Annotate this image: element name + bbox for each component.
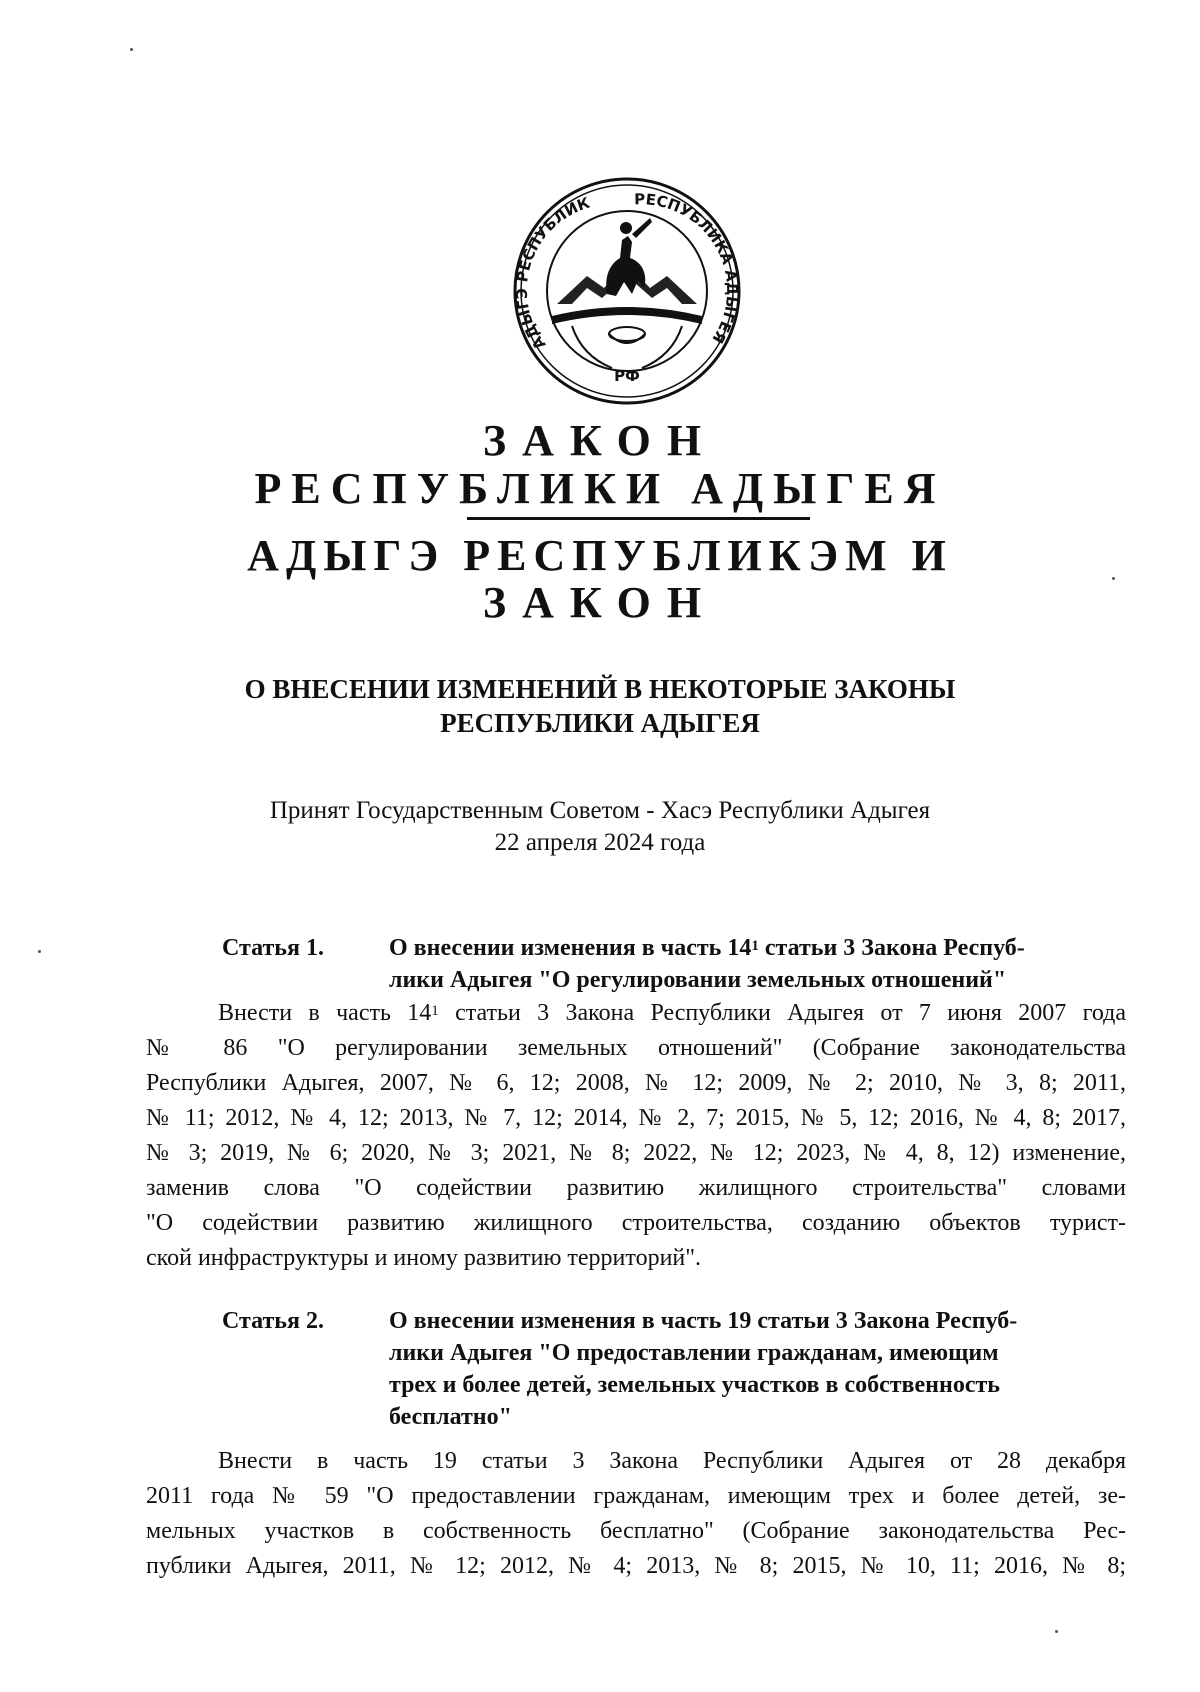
scan-speck [130, 48, 133, 51]
article1-body-line: ской инфраструктуры и иному развитию территорий". [146, 1245, 702, 1271]
article2-body-line: Внести в часть 19 статьи 3 Закона Республики Адыгея от 28 декабря [218, 1448, 1126, 1474]
article1-body-line: Внести в часть $14^1$ статьи 3 Закона Республики Адыгея от 7 июня 2007 года [218, 1000, 1127, 1026]
title-zakon-adyghe: ЗАКОН [482, 578, 718, 627]
adoption-date: 22 апреля 2024 года [494, 829, 706, 856]
article2-body-line: 2011 года № 59 "О предоставлении гражданам, имеющим трех и более детей, зе- [146, 1483, 1126, 1509]
article1-body-line: № 3; 2019, № 6; 2020, № 3; 2021, № 8; 2022, № 12; 2023, № 4, 8, 12) изменение, [146, 1140, 1126, 1166]
scan-speck [38, 950, 41, 953]
title-republic-adygea: РЕСПУБЛИКИ АДЫГЕЯ [254, 464, 946, 513]
law-subject [160, 672, 1040, 740]
article2-label: Статья 2. [222, 1308, 324, 1334]
scan-speck [1055, 1630, 1058, 1633]
article1-body-line: № 86 "О регулировании земельных отношений" (Собрание законодательства [146, 1035, 1126, 1061]
adoption-body: Принят Государственным Советом - Хасэ Республики Адыгея [269, 797, 931, 824]
article2-body-line: публики Адыгея, 2011, № 12; 2012, № 4; 2013, № 8; 2015, № 10, 11; 2016, № 8; [146, 1553, 1126, 1579]
article1-label: Статья 1. [222, 935, 324, 961]
article1-body-line: № 11; 2012, № 4, 12; 2013, № 7, 12; 2014, № 2, 7; 2015, № 5, 12; 2016, № 4, 8; 2017, [146, 1105, 1126, 1131]
article2-body-line: мельных участков в собственность бесплатно" (Собрание законодательства Рес- [146, 1518, 1126, 1544]
law-subject-line2: РЕСПУБЛИКИ АДЫГЕЯ [440, 708, 760, 738]
title-divider [467, 517, 810, 520]
seal-ring-text-left: АДЫГЭ РЕСПУБЛИК [512, 193, 593, 353]
svg-text:АДЫГЭ РЕСПУБЛИК [513, 193, 593, 352]
article1-body-line: заменив слова "О содействии развитию жилищного строительства" словами [146, 1175, 1126, 1201]
coat-of-arms-seal-icon [512, 176, 742, 406]
article1-body-line: Республики Адыгея, 2007, № 6, 12; 2008, № 12; 2009, № 2; 2010, № 3, 8; 2011, [146, 1070, 1126, 1096]
seal-ring-text-right: РЕСПУБЛИКА АДЫГЕЯ [633, 190, 742, 347]
scan-speck [1112, 577, 1115, 580]
article1-body-line: "О содействии развитию жилищного строительства, созданию объектов турист- [146, 1210, 1126, 1236]
title-zakon: ЗАКОН [482, 416, 718, 465]
law-subject-line1: О ВНЕСЕНИИ ИЗМЕНЕНИЙ В НЕКОТОРЫЕ ЗАКОНЫ [244, 674, 956, 704]
article1-heading: О внесении изменения в часть $14^1$ статьи 3 Закона Респуб- лики Адыгея "О регулировании земельных отношений" [389, 935, 1025, 993]
article2-heading: О внесении изменения в часть 19 статьи 3 Закона Респуб- лики Адыгея "О предоставлении гражданам, имеющим трех и более детей, земельных участков в собственность бесплатно" [389, 1308, 1018, 1430]
title-adygea-republic-adyghe: АДЫГЭ РЕСПУБЛИКЭМ И [247, 531, 953, 580]
seal-base-text: РФ [614, 367, 640, 385]
adoption-info [160, 795, 1040, 859]
